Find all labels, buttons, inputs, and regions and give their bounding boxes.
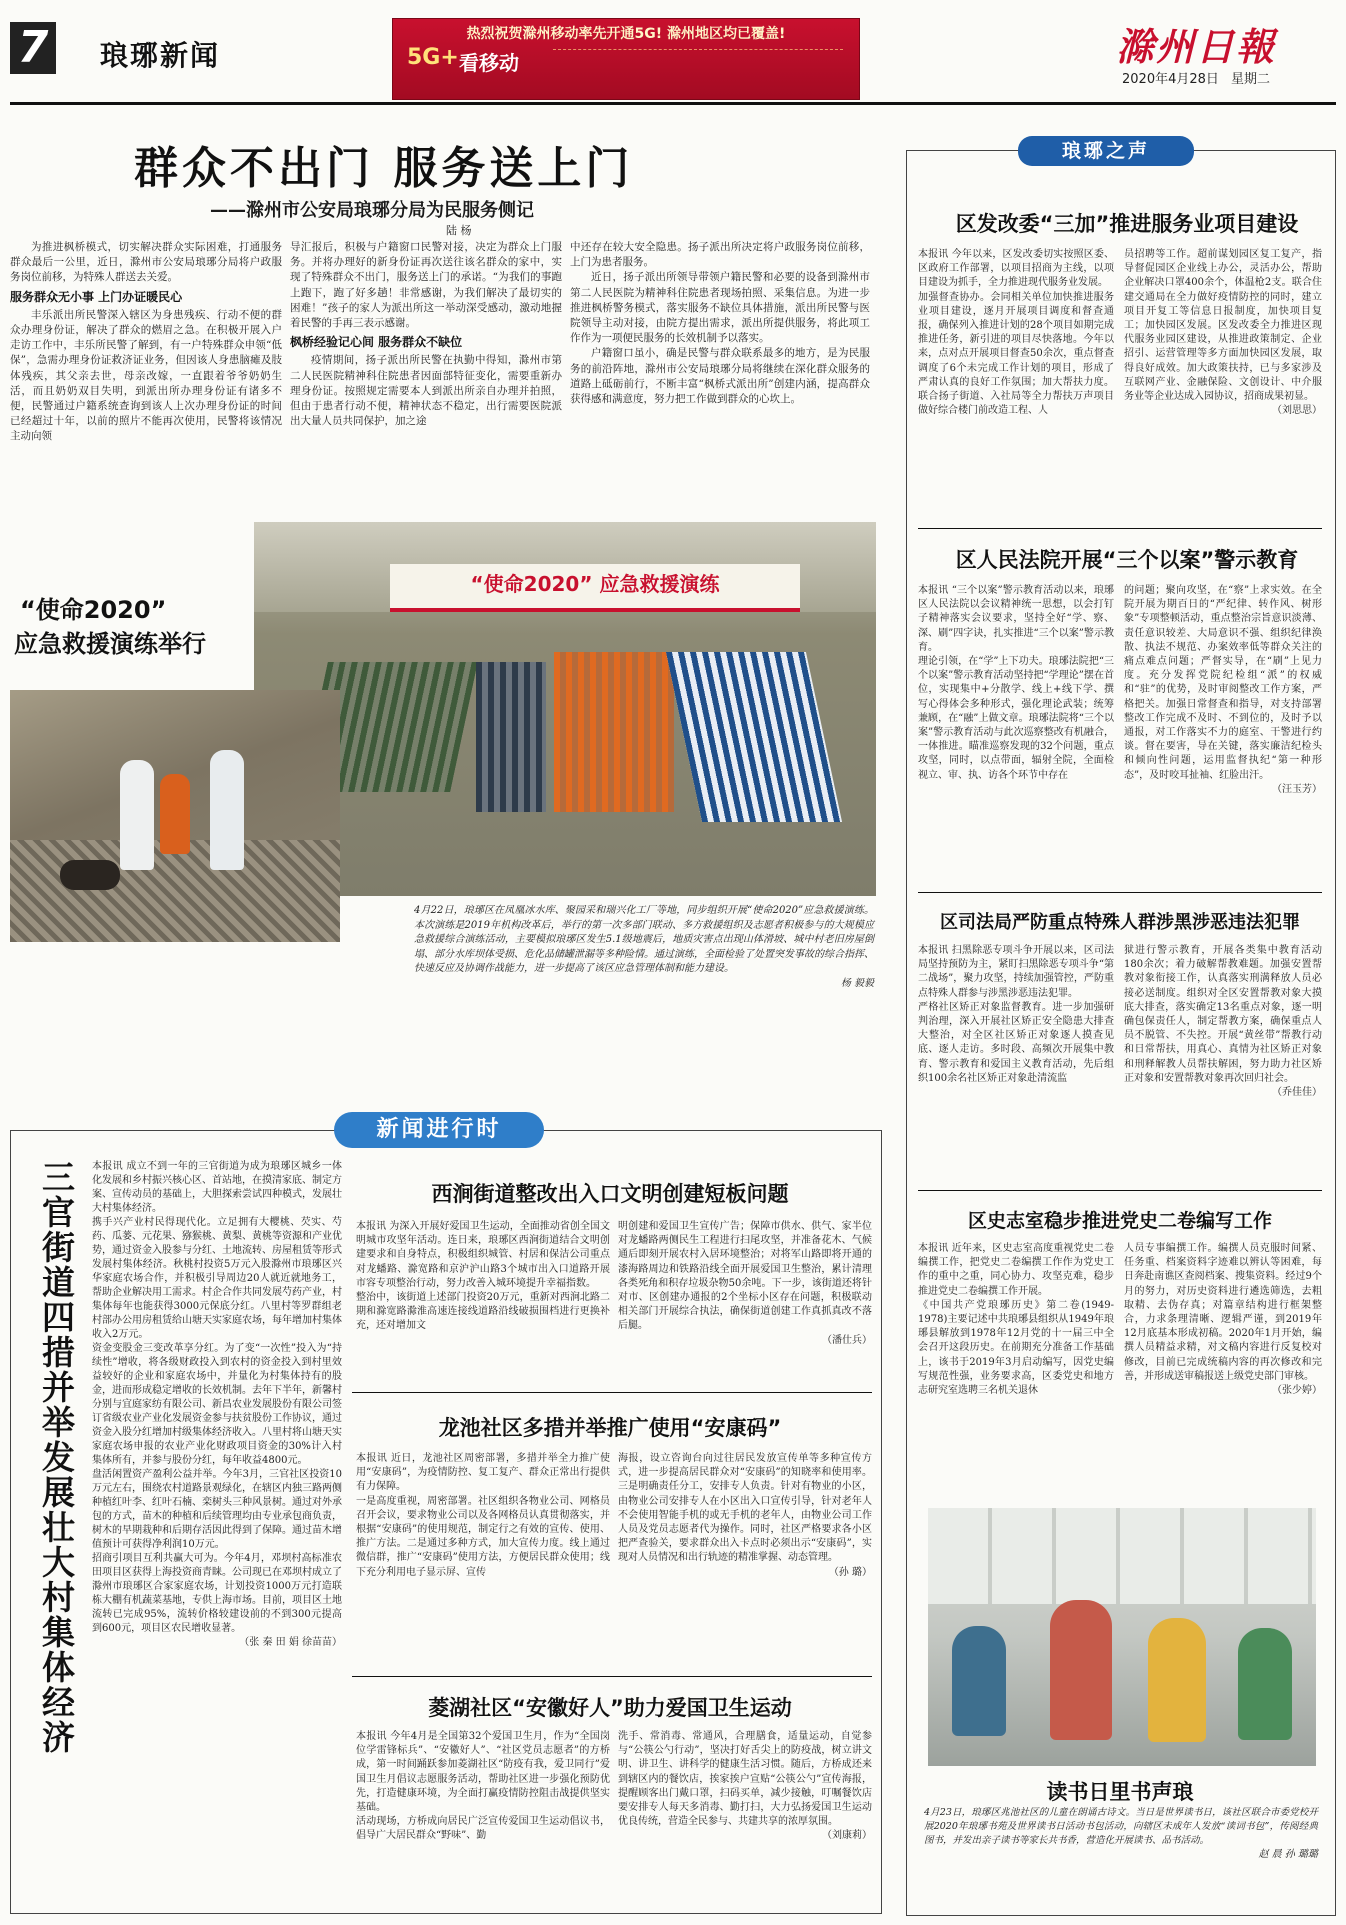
news-article-col2: 明创建和爱国卫生宣传广告；保障市供水、供气、家半位对龙蟠路两侧民生工程进行扫尾攻坚，并准备花木、气候通后即刻开展农村入居环境整治；对将军山路即将开通的漆海路周边和铁路沿线全面开展爱国卫生整治，累计清理各类死角和积存垃圾杂物50余吨。下一步，该街道还将针对市、区创建办通报的2个坐标小区存在问题，积极联动相关部门开展综合执法，确保街道创建工作真抓真改不落后腿。 xyxy=(618,1221,872,1332)
drill-banner xyxy=(390,564,800,612)
right-article-col xyxy=(1124,944,1322,1100)
lead-col2-p2: 疫情期间，扬子派出所民警在执勤中得知，滁州市第二人民医院精神科住院患者因面部特征变化，需要重新办理身份证。按照规定需要本人到派出所亲自办理并拍照，但由于患者行动不便，精神状态不稳定，出行需要医院派出大量人员共同保护，加之途 xyxy=(290,354,562,428)
ad-brand: 看移动 xyxy=(459,51,519,75)
child-4 xyxy=(1238,1628,1292,1740)
date-text: 2020年4月28日 xyxy=(1122,72,1219,87)
search-dog xyxy=(60,860,120,890)
lead-col1-subhead: 服务群众无小事 上门办证暖民心 xyxy=(10,289,183,304)
lead-col-1 xyxy=(10,240,282,445)
right-article-col xyxy=(1124,248,1322,418)
right-divider xyxy=(918,528,1322,529)
right-article-title: 区人民法院开展“三个以案”警示教育 xyxy=(955,548,1299,572)
news-left-body xyxy=(92,1160,342,1650)
lead-col2-subhead: 枫桥经验记心间 服务群众不缺位 xyxy=(290,335,463,350)
child-3 xyxy=(1148,1618,1206,1742)
right-column-header xyxy=(1018,136,1194,166)
lead-byline: 陆 杨 xyxy=(446,224,472,237)
news-article-col xyxy=(618,1220,872,1348)
right-divider xyxy=(918,892,1322,893)
news-vertical-title: 三官街道四措并举发展壮大村集体经济 xyxy=(37,1160,76,1755)
right-article-author: （张少婷） xyxy=(1272,1385,1322,1397)
right-article-title: 区发改委“三加”推进服务业项目建设 xyxy=(955,212,1299,236)
rubble xyxy=(10,840,340,942)
news-article-col: 本报讯 今年4月是全国第32个爱国卫生月，作为“全国岗位学雷锋标兵”、“安徽好人”、“社区党员志愿者”的方桥成，第一时间踊跃参加菱湖社区“防疫有我，爱卫同行”爱国卫生月倡议志愿服务活动，帮助社区进一步强化预防优先，打造健康环境，为全面打赢疫情防控阻击战提供坚实基础。 活动现场，方桥成向居民广泛宣传爱国卫生运动倡议书，倡导广大居民群众“野味”、勤 xyxy=(356,1731,610,1842)
news-article-title: 西涧街道整改出入口文明创建短板问题 xyxy=(431,1182,789,1206)
news-article-col2: 洗手、常消毒、常通风，合理膳食，适量运动，自觉参与“公筷公勺行动”，坚决打好舌尖上的防疫战，树立讲文明、讲卫生、讲科学的健康生活习惯。随后，方桥成还来到辖区内的餐饮店，挨家挨户宣贴“公筷公勺”宣传海报，提醒顾客出门戴口罩，扫码买单，减少接触，叮嘱餐饮店要安排专人每天多消毒、勤打扫，大力弘扬爱国卫生运动优良传统，营造全民参与、共建共享的浓厚氛围。 xyxy=(618,1731,872,1828)
formation-orange xyxy=(554,652,674,812)
page-number: 7 xyxy=(17,22,49,73)
right-article-col xyxy=(1124,584,1322,797)
child-2 xyxy=(1050,1600,1112,1740)
ad-headline: 热烈祝贺滁州移动率先开通5G! 滁州地区均已覆盖! xyxy=(466,26,786,42)
drill-banner-text: “使命2020” 应急救援演练 xyxy=(470,572,720,596)
paper-name: 滁州日報 xyxy=(1116,24,1277,69)
drill-caption-author: 杨 毅毅 xyxy=(840,977,874,989)
weekday-text: 星期二 xyxy=(1231,72,1271,87)
formation-blue xyxy=(666,652,842,822)
news-article-col xyxy=(618,1452,872,1580)
news-article-col2: 海报，设立咨询台向过往居民发放宣传单等多种宣传方式，进一步提高居民群众对“安康码”的知晓率和使用率。三是明确责任分工，安排专人负责。针对有物业的小区，由物业公司安排专人在小区出入口宣传引导，针对老年人不会使用智能手机的或无手机的老年人，由物业公司工作人员及党员志愿者代为操作。同时，社区严格要求各小区把严查验关，要求群众出入卡点时必须出示“安康码”，实现对人员情况和出行轨迹的精准掌握、动态管理。 xyxy=(618,1453,872,1564)
right-article-col: 本报讯 “三个以案”警示教育活动以来，琅琊区人民法院以会议精神统一思想，以会打钉子精神落实会议要求，坚持全好“学、察、深、刷”四字诀，扎实推进“三个以案”警示教育。 理论引领，在“学”上下功夫。琅琊法院把“三个以案”警示教育活动坚持把“学理论”摆在首位，实现集中+分散学、线上+线下学、撰写心得体会多种形式，强化理论武装；统筹兼顾，在“融”上做文章。琅琊法院将“三个以案”警示教育活动与此次巡察整改有机融合，一体推进。瞄准巡察发现的32个问题，重点攻坚，同时，以点带面，辐射全院，全面检视立、审、执、访各个环节中存在 xyxy=(918,585,1114,781)
news-article-col: 本报讯 为深入开展好爱国卫生运动，全面推动省创全国文明城市攻坚年活动。连日来，琅琊区西涧街道结合文明创建要求和自身特点，积极组织城管、村居和保洁公司重点对龙蟠路、滁宽路和京沪沪山路3个城市出入口道路开展市容专项整治行动，努力改善入城环境提升幸福指数。 整治中，该街道上述部门投资20万元，重新对西涧北路二期和滁宽路滁淮高速连接线道路沿线破损围档进行更换补充，还对增加文 xyxy=(356,1221,610,1332)
lead-col3-p3: 户籍窗口虽小，确是民警与群众联系最多的地方，是为民服务的前沿阵地，滁州市公安局琅琊分局将继续在深化群众服务的道路上砥砺前行，不断丰富“枫桥式派出所”创建内涵，提高群众获得感和满意度，努力把工作做到群众的心坎上。 xyxy=(570,347,870,406)
news-article-author: （潘仕兵） xyxy=(822,1334,872,1346)
right-article-col2: 的问题；聚向攻坚，在“察”上求实效。在全院开展为期百日的“严纪律、转作风、树形象”专项整顿活动，重点整治宗旨意识淡薄、责任意识较差、大局意识不强、组织纪律涣散、执法不规范、办案效率低等群众关注的痛点难点问题；严督实导，在“刷”上见力度。充分发挥党院纪检组“派”的权威和“驻”的优势，及时审阅整改工作方案，严格把关。加强日常督查和指导，对支持部署整改工作完成不及时、不到位的，及时予以通报，对工作落实不力的庭室、干警进行约谈。督在要害，导在关键，落实廉洁纪检头和倾向性问题，运用监督执纪“第一种形态”，及时咬耳扯袖、红脸出汗。 xyxy=(1124,585,1322,781)
child-1 xyxy=(952,1626,1006,1736)
right-article-title: 区史志室稳步推进党史二卷编写工作 xyxy=(967,1210,1272,1232)
reading-photo-title: 读书日里书声琅 xyxy=(1046,1780,1194,1804)
news-section-header-text: 新闻进行时 xyxy=(376,1117,502,1142)
news-article-col xyxy=(618,1730,872,1844)
news-article-col: 本报讯 近日，龙池社区周密部署，多措并举全力推广使用“安康码”，为疫情防控、复工复产、群众正常出行提供有力保障。 一是高度重视，周密部署。社区组织各物业公司、网格员召开会议，要求物业公司以及各网格员认真贯彻落实，并根据“安康码”的使用规范，制定行之有效的宣传、使用、推广方法。二是通过多种方式，加大宣传力度。线上通过微信群，推广“安康码”使用方法，方便居民群众使用；线下充分利用电子显示屏、宣传 xyxy=(356,1453,610,1578)
drill-caption xyxy=(414,904,874,991)
drill-photo xyxy=(254,522,876,896)
ad-badge: 5G+ xyxy=(407,45,459,70)
right-article-author: （汪玉芳） xyxy=(1272,783,1322,795)
page-number-box xyxy=(10,22,56,74)
lead-col3-p1: 中还存在较大安全隐患。扬子派出所决定将户政服务岗位前移，上门为患者服务。 xyxy=(570,241,870,269)
photo-story-title-2: 应急救援演练举行 xyxy=(14,630,206,658)
right-article-col2: 狱进行警示教育，开展各类集中教育活动180余次；着力破解帮教难题。加强安置帮教对象衔接工作，认真落实刑满释放人员必接必送制度。组织对全区安置帮教对象大摸底大排查，落实确定13名重点对象，逐一明确包保责任人，制定帮教方案，确保重点人员不脱管、不失控。开展“黄丝带”帮教行动和日常帮扶，用真心、真情为社区矫正对象和刑释解教人员帮扶解困，努力助力社区矫正对象和安置帮教对象再次回归社会。 xyxy=(1124,945,1322,1084)
right-article-author: （刘思思） xyxy=(1272,405,1322,417)
rescue-photo xyxy=(10,690,340,942)
ad-banner[interactable] xyxy=(392,18,860,100)
right-article-author: （乔佳佳） xyxy=(1272,1087,1322,1099)
lead-col-3 xyxy=(570,240,870,407)
right-column-header-text: 琅琊之声 xyxy=(1061,140,1150,162)
photo-story-title-1: “使命2020” xyxy=(20,596,167,624)
formation-grey xyxy=(476,662,546,812)
ad-decoration xyxy=(553,49,843,92)
lead-col1-p2: 丰乐派出所民警深入辖区为身患残疾、行动不便的群众办理身份证，解决了群众的燃眉之急。在积极开展入户走访工作中，丰乐所民警了解到，有一户特殊群众申领“低保”，急需办理身份证救济证业务，但因该人身患脑瘫及肢体残疾，其父亲去世，母亲改嫁，一直跟着爷爷奶奶生活，而且奶奶双目失明，到派出所办理身份证有诸多不便，民警通过户籍系统查询到该人上次办理身份证的时间已经超过十年，以前的照片不能再次使用，民警将该情况主动向领 xyxy=(10,308,282,443)
reading-photo-author: 赵 晨 孙 璐璐 xyxy=(1258,1849,1318,1860)
lead-col2-p1: 导汇报后，积极与户籍窗口民警对接，决定为群众上门服务。并将办理好的新身份证再次送往该名群众的家中，实现了特殊群众不出门，服务送上门的承诺。“为我们的事跑上跑下，跑了好多趟！非常感谢，为我们解决了最切实的困难！”孩子的家人为派出所这一举动深受感动，激动地握着民警的手再三表示感谢。 xyxy=(290,241,562,330)
window-light xyxy=(928,1508,1316,1604)
right-article-col2: 人员专事编撰工作。编撰人员克服时间紧、任务重、档案资料字迹难以辨认等困难，每日奔赴南谯区查阅档案、搜集资料。经过9个月的努力，对历史资料进行遴选筛选，去粗取精、去伪存真；对篇章结构进行框架整合，力求条理清晰、逻辑严谨，到2019年12月底基本形成初稿。2020年1月开始，编撰人员精益求精，对文稿内容进行反复校对修改，目前已完成统稿内容的再次修改和完善，并形成送审稿报送上级党史部门审核。 xyxy=(1124,1243,1322,1382)
drill-caption-text: 4月22日，琅琊区在凤凰冰水库、聚园采和瑞兴化工厂等地，同步组织开展“使命2020”应急救援演练。本次演练是2019年机构改革后，举行的第一次多部门联动、多方救援组织及志愿者积极参与的大规模应急救援综合演练活动，主要模拟琅琊区发生5.1级地震后，地质灾害点出现山体滑坡、城中村老旧房屋倒塌、部分水库坝体受损、危化品储罐泄漏等多种险情。通过演练，全面检验了处置突发事故的综合指挥、快速反应及协调作战能力，进一步提高了该区应急管理体制和能力建设。 xyxy=(414,905,874,974)
right-article-title: 区司法局严防重点特殊人群涉黑涉恶违法犯罪 xyxy=(940,912,1300,933)
masthead-rule xyxy=(10,102,1336,105)
issue-date xyxy=(1122,68,1270,87)
lead-col3-p2: 近日，扬子派出所领导带领户籍民警和必要的设备到滁州市第二人民医院为精神科住院患者现场拍照、采集信息。为进一步推进枫桥警务模式，落实服务不缺位具体措施，派出所民警与医院领导主动对接，由院方提出需求，派出所提供服务，将此项工作作为一项便民服务的长效机制予以落实。 xyxy=(570,271,870,345)
news-article-title: 菱湖社区“安徽好人”助力爱国卫生运动 xyxy=(428,1696,792,1720)
rescuer-orange xyxy=(160,774,190,854)
lead-col1-p1: 为推进枫桥模式，切实解决群众实际困难，打通服务群众最后一公里，近日，滁州市公安局琅琊分局将户政服务岗位前移，为特殊人群送去关爱。 xyxy=(10,241,282,284)
news-divider xyxy=(352,1676,872,1677)
right-article-col: 本报讯 近年来，区史志室高度重视党史二卷编撰工作，把党史二卷编撰工作作为党史工作的重中之重，同心协力、攻坚克难，稳步推进党史二卷编撰工作开展。 《中国共产党琅琊历史》第二卷(1949-1978)主要记述中共琅琊县组织从1949年琅琊县解放到1978年12月党的十一届三中全会召开这段历史。在前期充分准备工作基础上，该书于2019年3月启动编写，因党史编写规范性强，业务要求高，区委党史和地方志研究室选聘三名机关退休 xyxy=(918,1243,1114,1397)
rescuer-white-2 xyxy=(210,750,244,870)
news-section-header xyxy=(334,1112,544,1148)
news-article-title: 龙池社区多措并举推广使用“安康码” xyxy=(438,1416,782,1440)
news-article-author: （孙 璐） xyxy=(828,1566,872,1578)
reading-photo-caption-text: 4月23日，琅琊区兆池社区的儿童在朗诵古诗文。当日是世界读书日，该社区联合市委党校开展2020年琅琊书苑及世界读书日活动书包活动，向辖区未成年人发放“读词书包”，传阅经典图书，并发出亲子读书等家长共书香，营造化开展读书、品书活动。 xyxy=(924,1807,1318,1846)
reading-day-photo xyxy=(928,1508,1316,1766)
right-article-col xyxy=(1124,1242,1322,1398)
news-left-body-text: 本报讯 成立不到一年的三官街道为成为琅琊区城乡一体化发展和乡村振兴核心区、首站地，在摸清家底、制定方案、宣传动员的基础上，大胆探索尝试四种模式，发展壮大村集体经济。 携手兴产业村民得现代化。立足拥有大樱桃、芡实、芍药、瓜蒌、元花果、猕猴桃、黄梨、黄桃等资源和产业优势，通过资金入股参与分红、土地流转、房屋租赁等形式发展村集体经济。秋桃村投资5万元入股滁州市琅琊区兴华家庭农场合作，并积极引导周边20人就近就地务工，帮助企业解决用工需求。村企合作共同发展芍药产业，村集体每年也能获得3000元保底分红。八里村等罗群组老村部办公用房租赁给山塘天实家庭农场，每年增加村集体收入2万元。 资金变股金三变改革享分红。为了变“一次性”投入为“持续性”增收，将各级财政投入到农村的资金投入到村里效益较好的企业和家庭农场中，并量化为村集体持有的股金，进而形成稳定增收的长效机制。去年下半年，新馨村分别与宜庭家纺有限公司、新昌农业发展股份有限公司签订省级农业产业化发展资金参与扶贫股份工作协议，通过资金入股分红增加村级集体经济收入。八里村将山塘天实家庭农场申报的农业产业化财政项目资金的30%计入村集体所有，并参与股份分红，每年收益4800元。 盘活闲置资产盈利公益并举。今年3月，三官社区投资10万元左右，围绕农村道路景观绿化，在辖区内独三路两侧种植红叶李、红叶石楠、栾树头三种风景树。通过对外承包的方式，苗木的种植和后续管理均由专业承包商负责，树木的早期栽种和后期存活因此得到了保障。通过苗木增值预计可获得净利润10万元。 招商引项目互利共赢大可为。今年4月，邓坝村高标准农田项目区获得上海投资商青睐。公司现已在邓坝村成立了滁州市琅琊区合家家庭农场，计划投资1000万元打造联栋大棚有机蔬菜基地，专供上海市场。目前，项目区土地流转已完成95%，流转价格较建设前的不到300元提高到600元，项目区农民增收显著。 xyxy=(92,1161,342,1634)
right-divider xyxy=(918,1190,1322,1191)
right-article-col: 本报讯 今年以来，区发改委切实按照区委、区政府工作部署，以项目招商为主线，以项目建设为抓手，全力推进现代服务业发展。 加强督查协办。会同相关单位加快推进服务业项目建设，逐月开展项目调度和督查通报，确保列入推进计划的28个项目如期完成推进任务，新引进的项目尽快落地。今年以来，点对点开展项目督查50余次，重点督查调度了6个未完成工作计划的项目，形成了严肃认真的良好工作氛围；加大帮扶力度。联合扬子街道、入社局等全力帮扶万声项目做好综合楼门前改造工程、人 xyxy=(918,249,1114,417)
right-article-col2: 员招聘等工作。超前谋划园区复工复产，指导督促园区企业线上办公，灵活办公，帮助企业解决口罩400余个，体温枪2支。联合住建交通局在全力做好疫情防控的同时，建立项目开复工等信息日报制度，加快项目复工；加快园区发展。区发改委全力推进区现代服务业园区建设，从推进政策制定、企业招引、运营管理等多方面加快园区发展，取得良好成效。加大政策扶持，已与多家涉及互联网产业、金融保险、文创设计、中介服务业等企业达成入园协议，招商成果初显。 xyxy=(1124,249,1322,403)
news-divider xyxy=(352,1392,872,1393)
news-article-author: （刘康莉） xyxy=(822,1830,872,1842)
right-article-col: 本报讯 扫黑除恶专项斗争开展以来，区司法局坚持预防为主，紧盯扫黑除恶专项斗争“第二战场”，聚力攻坚，持续加强管控，严防重点特殊人群参与涉黑涉恶违法犯罪。 严格社区矫正对象监督教育。进一步加强研判治理，深入开展社区矫正安全隐患大排查大整治，对全区社区矫正对象逐人摸查见底、逐人走访。多时段、高频次开展集中教育、警示教育和爱国主义教育活动，先后组织100余名社区矫正对象赴清流监 xyxy=(918,945,1114,1084)
lead-col-2 xyxy=(290,240,562,429)
reading-photo-caption xyxy=(924,1806,1318,1862)
news-left-author: （张 秦 田 娟 徐苗苗） xyxy=(239,1637,342,1648)
section-name: 琅琊新闻 xyxy=(100,39,221,72)
lead-subtitle: ——滁州市公安局琅琊分局为民服务侧记 xyxy=(210,200,534,221)
lead-title: 群众不出门 服务送上门 xyxy=(134,143,634,194)
rescuer-white-1 xyxy=(120,760,154,870)
